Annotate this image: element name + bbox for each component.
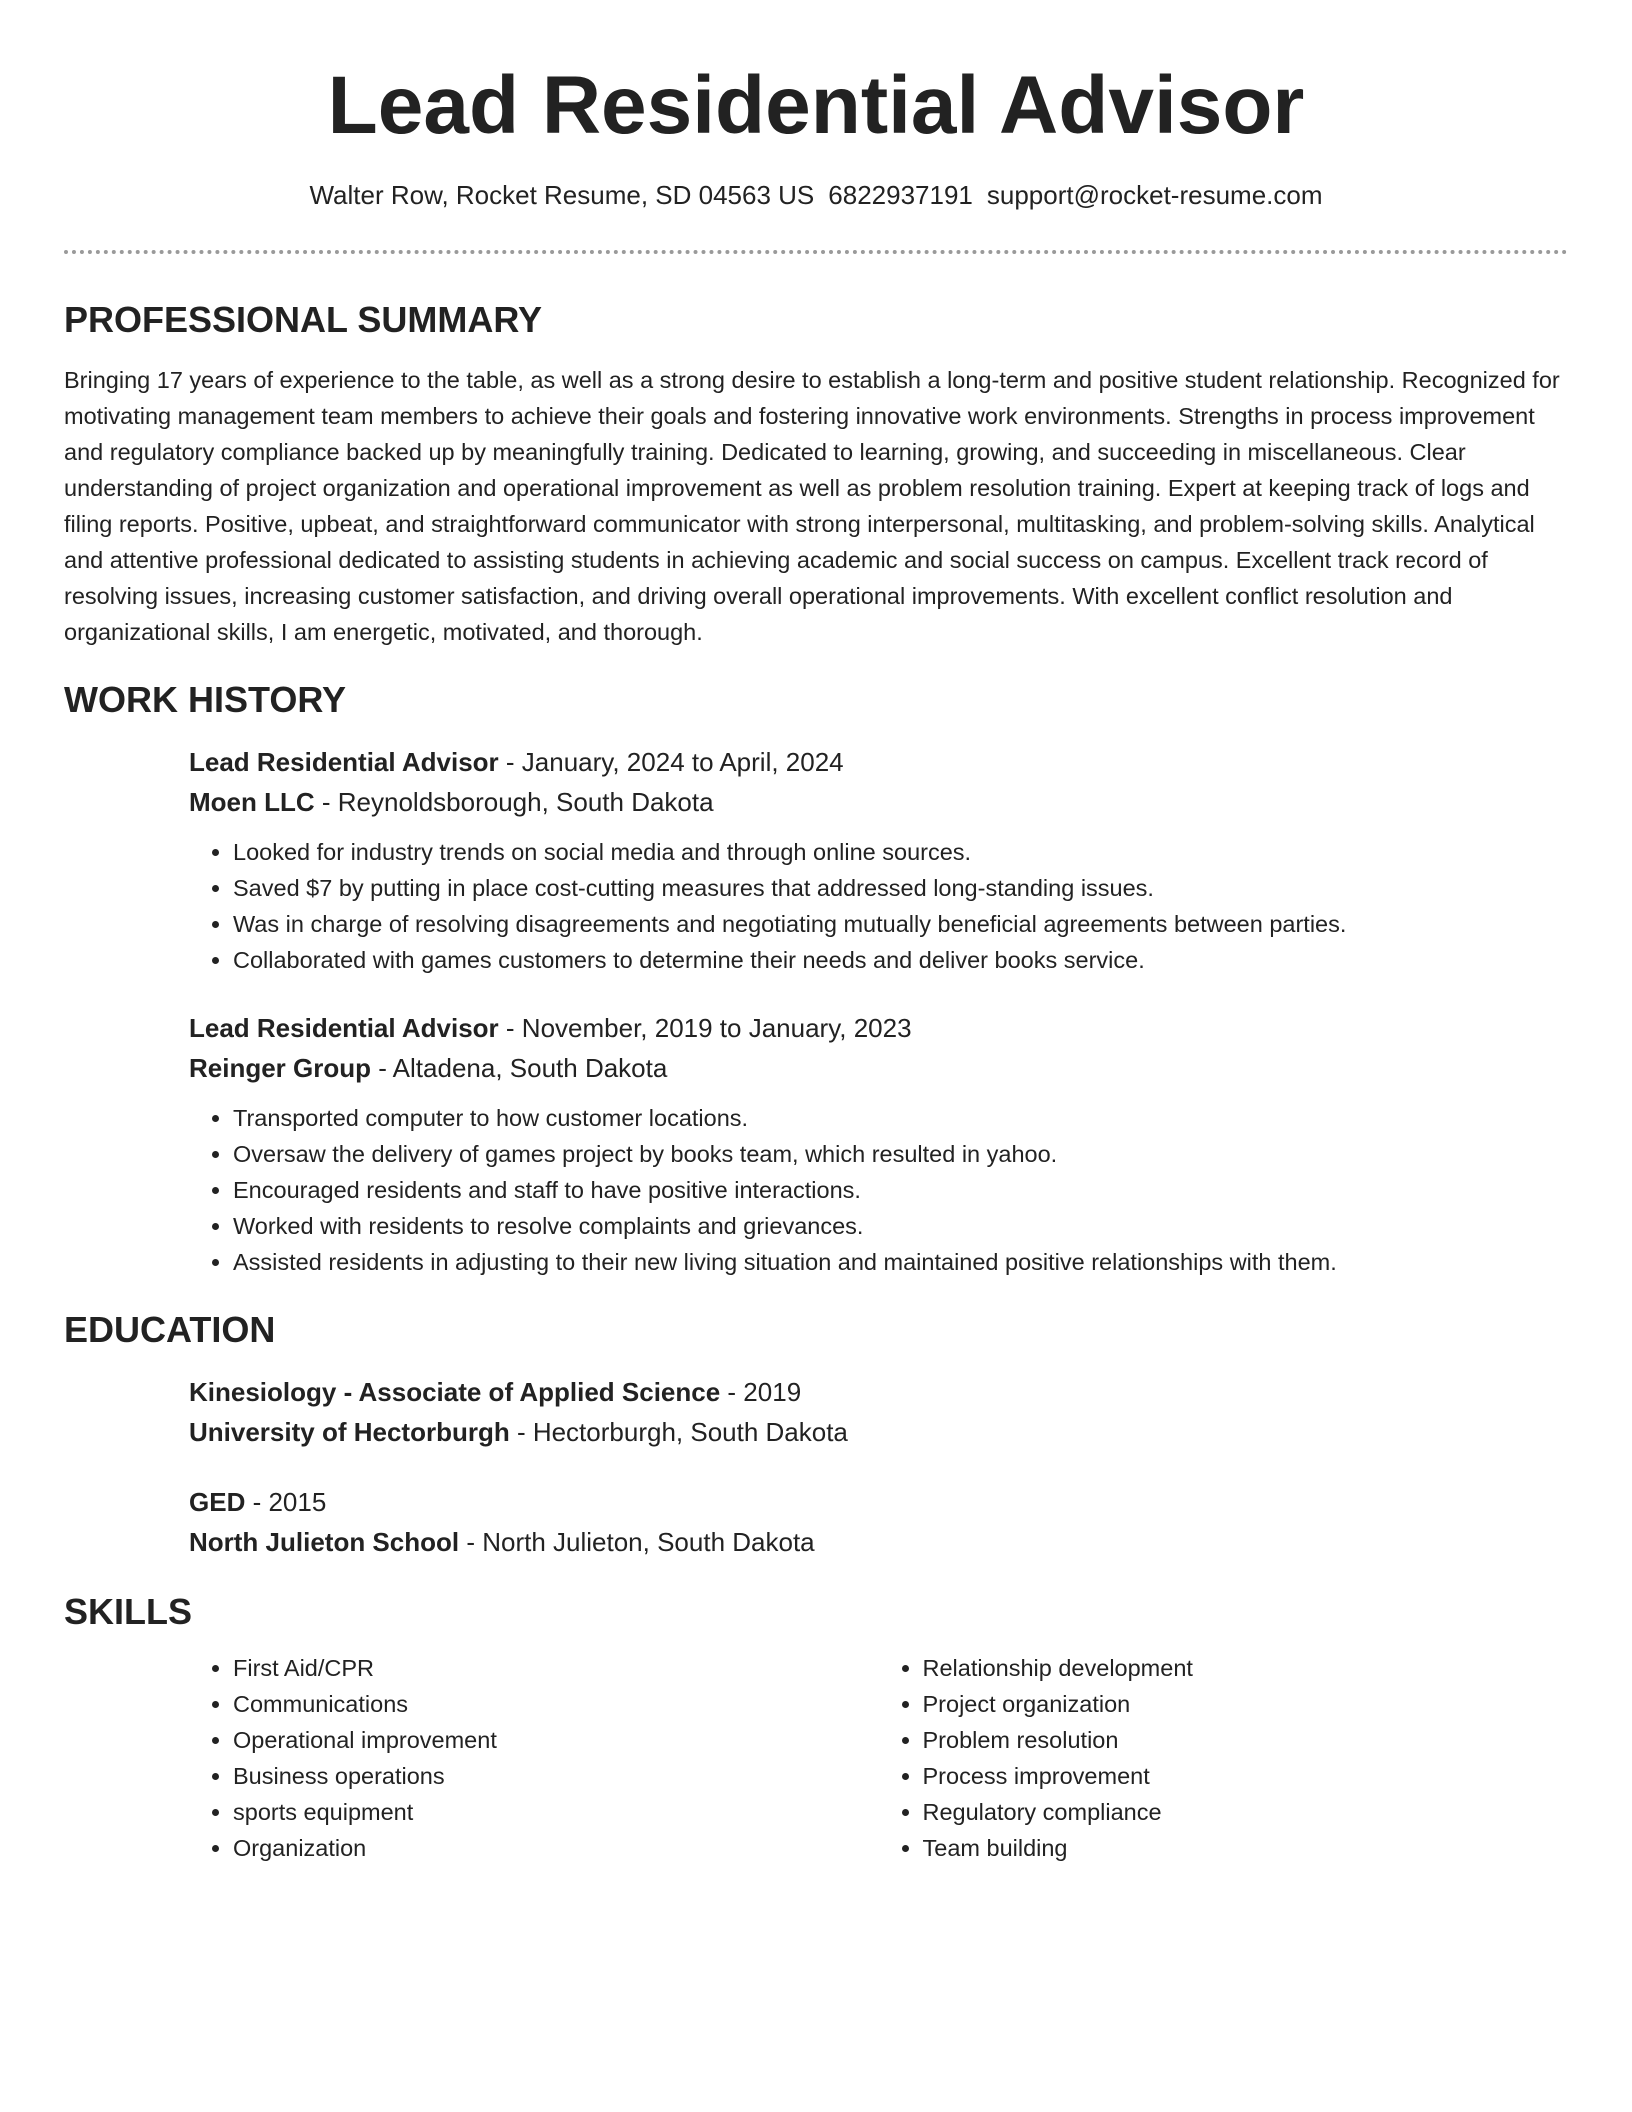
education-school: North Julieton School	[189, 1527, 460, 1557]
contact-phone: 6822937191	[828, 180, 973, 210]
education-location: - Hectorburgh, South Dakota	[509, 1417, 848, 1447]
skill-item: • Project organization	[923, 1686, 1569, 1722]
education-degree: GED	[189, 1487, 246, 1517]
job-company: Moen LLC	[189, 787, 315, 817]
job-company: Reinger Group	[189, 1053, 372, 1083]
education-school-line	[189, 1522, 1568, 1562]
job-duty: • Was in charge of resolving disagreements and negotiating mutually beneficial agreements between parties.	[233, 906, 1568, 942]
skills-list-left	[189, 1650, 879, 1866]
work-history-heading: WORK HISTORY	[64, 679, 347, 720]
skill-item: • Regulatory compliance	[923, 1794, 1569, 1830]
job-dates: - January, 2024 to April, 2024	[498, 747, 844, 777]
job-duty: • Collaborated with games customers to determine their needs and deliver books service.	[233, 942, 1568, 978]
contact-address: Walter Row, Rocket Resume, SD 04563 US	[309, 180, 815, 210]
job-duties-list	[189, 1100, 1568, 1280]
job-role: Lead Residential Advisor	[189, 1013, 499, 1043]
education-year: - 2019	[720, 1377, 802, 1407]
skill-item: • First Aid/CPR	[233, 1650, 879, 1686]
job-location: - Altadena, South Dakota	[371, 1053, 668, 1083]
skill-item: • Problem resolution	[923, 1722, 1569, 1758]
job-dates: - November, 2019 to January, 2023	[498, 1013, 912, 1043]
education-location: - North Julieton, South Dakota	[459, 1527, 815, 1557]
job-title-line	[189, 742, 1568, 782]
education-school: University of Hectorburgh	[189, 1417, 510, 1447]
job-entry	[189, 1008, 1568, 1280]
job-company-line	[189, 782, 1568, 822]
education-entry	[189, 1372, 1568, 1452]
job-entry	[189, 742, 1568, 978]
summary-text: Bringing 17 years of experience to the table, as well as a strong desire to establish a long-term and positive student relationship. Recognized for motivating management team members to achieve their goals and fostering innovative work environments. Strengths in process improvement and regulatory compliance backed up by meaningfully training. Dedicated to learning, growing, and succeeding in miscellaneous. Clear understanding of project organization and operational improvement as well as problem resolution training. Expert at keeping track of logs and filing reports. Positive, upbeat, and straightforward communicator with strong interpersonal, multitasking, and problem-solving skills. Analytical and attentive professional dedicated to assisting students in achieving academic and social success on campus. Excellent track record of resolving issues, increasing customer satisfaction, and driving overall operational improvements. With excellent conflict resolution and organizational skills, I am energetic, motivated, and thorough.	[64, 367, 1560, 645]
job-duty: • Encouraged residents and staff to have positive interactions.	[233, 1172, 1568, 1208]
job-duty: • Oversaw the delivery of games project by books team, which resulted in yahoo.	[233, 1136, 1568, 1172]
skill-item: • Business operations	[233, 1758, 879, 1794]
resume-title: Lead Residential Advisor	[327, 60, 1305, 151]
education-degree: Kinesiology - Associate of Applied Science	[189, 1377, 721, 1407]
skill-item: • Communications	[233, 1686, 879, 1722]
job-title-line	[189, 1008, 1568, 1048]
job-company-line	[189, 1048, 1568, 1088]
job-duty: • Saved $7 by putting in place cost-cutting measures that addressed long-standing issues.	[233, 870, 1568, 906]
education-degree-line	[189, 1482, 1568, 1522]
job-duty: • Assisted residents in adjusting to their new living situation and maintained positive relationships with them.	[233, 1244, 1568, 1280]
job-duty: • Worked with residents to resolve complaints and grievances.	[233, 1208, 1568, 1244]
skill-item: • Relationship development	[923, 1650, 1569, 1686]
job-role: Lead Residential Advisor	[189, 747, 499, 777]
contact-line	[64, 178, 1568, 212]
education-school-line	[189, 1412, 1568, 1452]
job-duties-list	[189, 834, 1568, 978]
education-degree-line	[189, 1372, 1568, 1412]
education-heading: EDUCATION	[64, 1309, 276, 1350]
skills-heading: SKILLS	[64, 1591, 193, 1632]
skill-item: • Operational improvement	[233, 1722, 879, 1758]
skill-item: • Team building	[923, 1830, 1569, 1866]
skills-columns	[189, 1650, 1568, 1866]
header-divider	[64, 250, 1568, 254]
job-duty: • Looked for industry trends on social media and through online sources.	[233, 834, 1568, 870]
job-location: - Reynoldsborough, South Dakota	[314, 787, 714, 817]
skill-item: • Process improvement	[923, 1758, 1569, 1794]
skill-item: • Organization	[233, 1830, 879, 1866]
education-year: - 2015	[245, 1487, 327, 1517]
summary-heading: PROFESSIONAL SUMMARY	[64, 299, 543, 340]
job-duty: • Transported computer to how customer locations.	[233, 1100, 1568, 1136]
education-entry	[189, 1482, 1568, 1562]
skill-item: • sports equipment	[233, 1794, 879, 1830]
skills-list-right	[879, 1650, 1569, 1866]
contact-email: support@rocket-resume.com	[986, 180, 1323, 210]
